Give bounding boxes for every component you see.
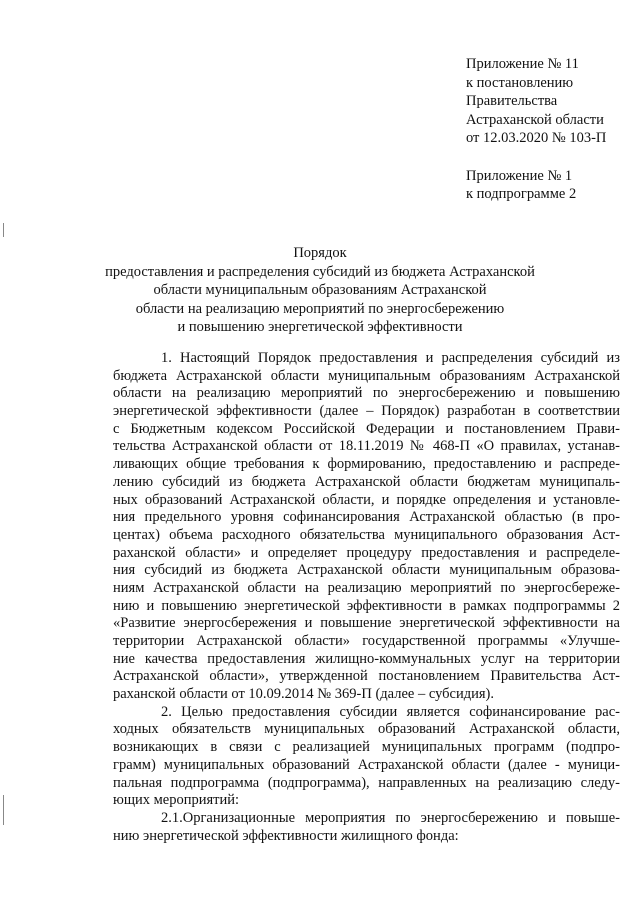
annex-line: Астраханской области bbox=[466, 111, 604, 128]
body-line: тельства Астраханской области от 18.11.2019 № 468-П «О правилах, устанав- bbox=[113, 438, 620, 455]
body-line: возникающих в связи с реализацией муниципальных программ (подпро- bbox=[113, 739, 620, 756]
body-line: 2.1.Организационные мероприятия по энергосбережению и повыше- bbox=[161, 809, 620, 826]
annex-line: к постановлению bbox=[466, 74, 574, 91]
title-line: предоставления и распределения субсидий из бюджета Астраханской bbox=[105, 263, 535, 280]
annex-line: Приложение № 1 bbox=[466, 167, 573, 184]
annex-line: Правительства bbox=[466, 93, 558, 109]
scan-margin-mark bbox=[3, 795, 4, 825]
body-line: ющих мероприятий: bbox=[113, 792, 240, 809]
body-line: грамм) муниципальных образований Астраханской области (далее - муници- bbox=[113, 756, 620, 773]
body-line: ния предельного уровня софинансирования Астраханской областью (в про- bbox=[113, 509, 620, 526]
title-line: и повышению энергетической эффективности bbox=[177, 319, 463, 335]
body-line: пальная подпрограмма (подпрограмма), направленных на реализацию следу- bbox=[113, 774, 620, 791]
body-line: ниям Астраханской области на реализацию мероприятий по энергосбереже- bbox=[113, 579, 620, 596]
body-line: Астраханской области», утвержденной постановлением Правительства Аст- bbox=[113, 668, 620, 685]
body-line: нию энергетической эффективности жилищного фонда: bbox=[113, 827, 459, 844]
title-line: области на реализацию мероприятий по энергосбережению bbox=[135, 300, 505, 317]
title-line: области муниципальным образованиям Астраханской bbox=[153, 282, 487, 298]
scan-margin-mark bbox=[3, 223, 4, 237]
body-line: бюджета Астраханской области муниципальным образованиям Астраханской bbox=[113, 367, 620, 384]
body-line: «Развитие энергосбережения и повышение энергетической эффективности на bbox=[113, 615, 620, 632]
document-title bbox=[100, 244, 540, 337]
body-line: области на реализацию мероприятий по энергосбережению и повышению bbox=[113, 385, 620, 402]
body-line: 1. Настоящий Порядок предоставления и распределения субсидий из bbox=[161, 350, 620, 366]
body-line: территории Астраханской области» государственной программы «Улучше- bbox=[113, 633, 620, 649]
annex-line: от 12.03.2020 № 103-П bbox=[466, 130, 607, 146]
annex-line: Приложение № 11 bbox=[466, 56, 579, 72]
body-line: ных образований Астраханской области, и порядке определения и установле- bbox=[113, 491, 620, 508]
body-line: ния субсидий из бюджета Астраханской области муниципальным образова- bbox=[113, 562, 620, 579]
title-line: Порядок bbox=[293, 245, 347, 261]
body-line: ние качества предоставления жилищно-коммунальных услуг на территории bbox=[113, 650, 620, 667]
document-body bbox=[113, 350, 620, 845]
body-line: центах) объема расходного обязательства муниципального образования Аст- bbox=[113, 526, 620, 543]
body-line: раханской области» и определяет процедуру предоставления и распределе- bbox=[113, 544, 620, 561]
body-line: ходных обязательств муниципальных образований Астраханской области, bbox=[113, 721, 620, 738]
body-line: энергетической эффективности (далее – Порядок) разработан в соответствии bbox=[113, 403, 620, 420]
body-line: раханской области от 10.09.2014 № 369-П (далее – субсидия). bbox=[113, 686, 494, 703]
annex-line: к подпрограмме 2 bbox=[466, 186, 577, 202]
body-line: нию и повышению энергетической эффективности в рамках подпрограммы 2 bbox=[113, 597, 620, 614]
annex-header bbox=[466, 55, 636, 204]
body-line: с Бюджетным кодексом Российской Федерации и постановлением Прави- bbox=[113, 420, 620, 437]
body-line: ливающих общие требования к формированию, предоставлению и распреде- bbox=[113, 456, 620, 473]
body-line: лению субсидий из бюджета Астраханской области бюджетам муниципаль- bbox=[113, 473, 620, 490]
body-line: 2. Целью предоставления субсидии является софинансирование рас- bbox=[161, 703, 620, 720]
